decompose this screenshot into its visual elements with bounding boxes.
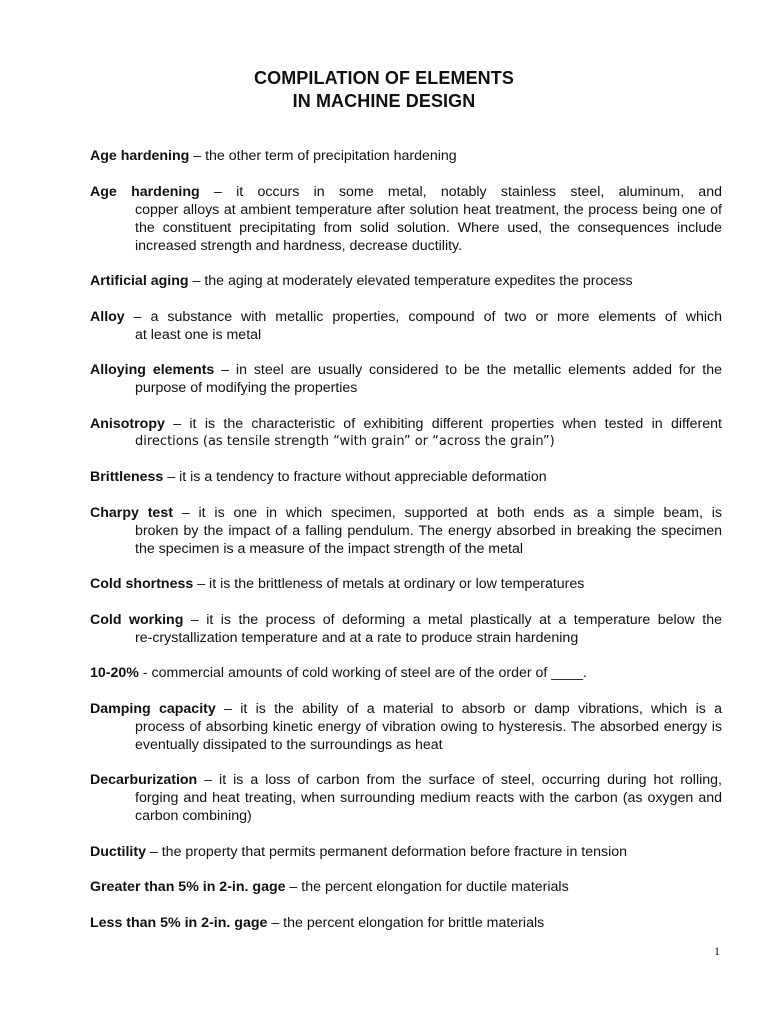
page-number: 1 (714, 944, 720, 958)
glossary-term: Decarburization (90, 772, 198, 788)
glossary-entry (90, 468, 722, 486)
glossary-entry (90, 611, 722, 647)
glossary-term: Cold working (90, 612, 184, 628)
glossary-definition: – the aging at moderately elevated temperature expedites the process (188, 273, 633, 289)
glossary-definition: – the property that permits permanent deformation before fracture in tension (145, 844, 628, 860)
glossary-entry (90, 308, 722, 344)
glossary-definition: – a substance with metallic properties, compound of two or more elements of which (124, 309, 722, 325)
glossary-definition-continued: directions (as tensile strength “with grain” or “across the grain”) (135, 434, 555, 449)
glossary-definition: – it is the brittleness of metals at ordinary or low temperatures (193, 576, 585, 592)
glossary-definition-continued: copper alloys at ambient temperature after solution heat treatment, the process being one of the constituent precipitating from solid solution. Where used, the consequences include increased strength and hardness, decrease ductility. (135, 202, 722, 254)
glossary-entry (90, 771, 722, 825)
glossary-entry (90, 504, 722, 558)
glossary-entry (90, 664, 722, 682)
glossary-definition: – it is a tendency to fracture without appreciable deformation (163, 469, 547, 485)
glossary-term: Brittleness (90, 469, 164, 485)
glossary-entry (90, 147, 722, 165)
glossary-term: Alloy (90, 309, 125, 325)
glossary-definition: – the percent elongation for brittle materials (267, 915, 545, 931)
glossary-term: Age hardening (90, 184, 200, 200)
glossary-definition-continued: broken by the impact of a falling pendulum. The energy absorbed in breaking the specimen the specimen is a measure of the impact strength of the metal (135, 523, 722, 557)
glossary-definition-continued: purpose of modifying the properties (135, 380, 358, 396)
glossary-term: Damping capacity (90, 701, 216, 717)
glossary-definition: – it is the characteristic of exhibiting different properties when tested in different (164, 416, 722, 432)
glossary-definition: – in steel are usually considered to be the metallic elements added for the (214, 362, 722, 378)
glossary-definition: – it is a loss of carbon from the surface of steel, occurring during hot rolling, (197, 772, 722, 788)
glossary-definition-continued: at least one is metal (135, 327, 262, 343)
glossary-definition-continued: re-crystallization temperature and at a rate to produce strain hardening (135, 630, 579, 646)
glossary-definition: – it occurs in some metal, notably stainless steel, aluminum, and (199, 184, 722, 200)
glossary-definition: – it is one in which specimen, supported at both ends as a simple beam, is (172, 505, 722, 521)
glossary-definition-continued: forging and heat treating, when surrounding medium reacts with the carbon (as oxygen and carbon combining) (135, 790, 722, 824)
glossary-entry (90, 878, 722, 896)
glossary-definition-continued: process of absorbing kinetic energy of vibration owing to hysteresis. The absorbed energy is eventually dissipated to the surroundings as heat (135, 719, 722, 753)
glossary-entry (90, 700, 722, 754)
glossary-term: Charpy test (90, 505, 173, 521)
document-title-line-2: IN MACHINE DESIGN (292, 91, 476, 111)
glossary-definition: – it is the process of deforming a metal plastically at a temperature below the (183, 612, 722, 628)
glossary-term: Ductility (90, 844, 146, 860)
glossary-entry (90, 415, 722, 451)
document-title-line-1: COMPILATION OF ELEMENTS (254, 68, 514, 88)
glossary-term: Age hardening (90, 148, 190, 164)
glossary-term: Less than 5% in 2-in. gage (90, 915, 268, 931)
glossary-term: Artificial aging (90, 273, 189, 289)
glossary-entry (90, 843, 722, 861)
glossary-term: 10-20% (90, 665, 139, 681)
glossary-term: Anisotropy (90, 416, 165, 432)
glossary-definition: – the percent elongation for ductile materials (285, 879, 569, 895)
glossary-term: Cold shortness (90, 576, 194, 592)
glossary-entry (90, 575, 722, 593)
glossary-term: Alloying elements (90, 362, 215, 378)
glossary-definition: - commercial amounts of cold working of steel are of the order of ____. (138, 665, 587, 681)
glossary-entry (90, 183, 722, 255)
glossary-definition: – the other term of precipitation hardening (189, 148, 457, 164)
glossary-entry (90, 914, 722, 932)
glossary-definition: – it is the ability of a material to absorb or damp vibrations, which is a (215, 701, 722, 717)
glossary-term: Greater than 5% in 2-in. gage (90, 879, 286, 895)
glossary-entry (90, 272, 722, 290)
glossary-entry (90, 361, 722, 397)
